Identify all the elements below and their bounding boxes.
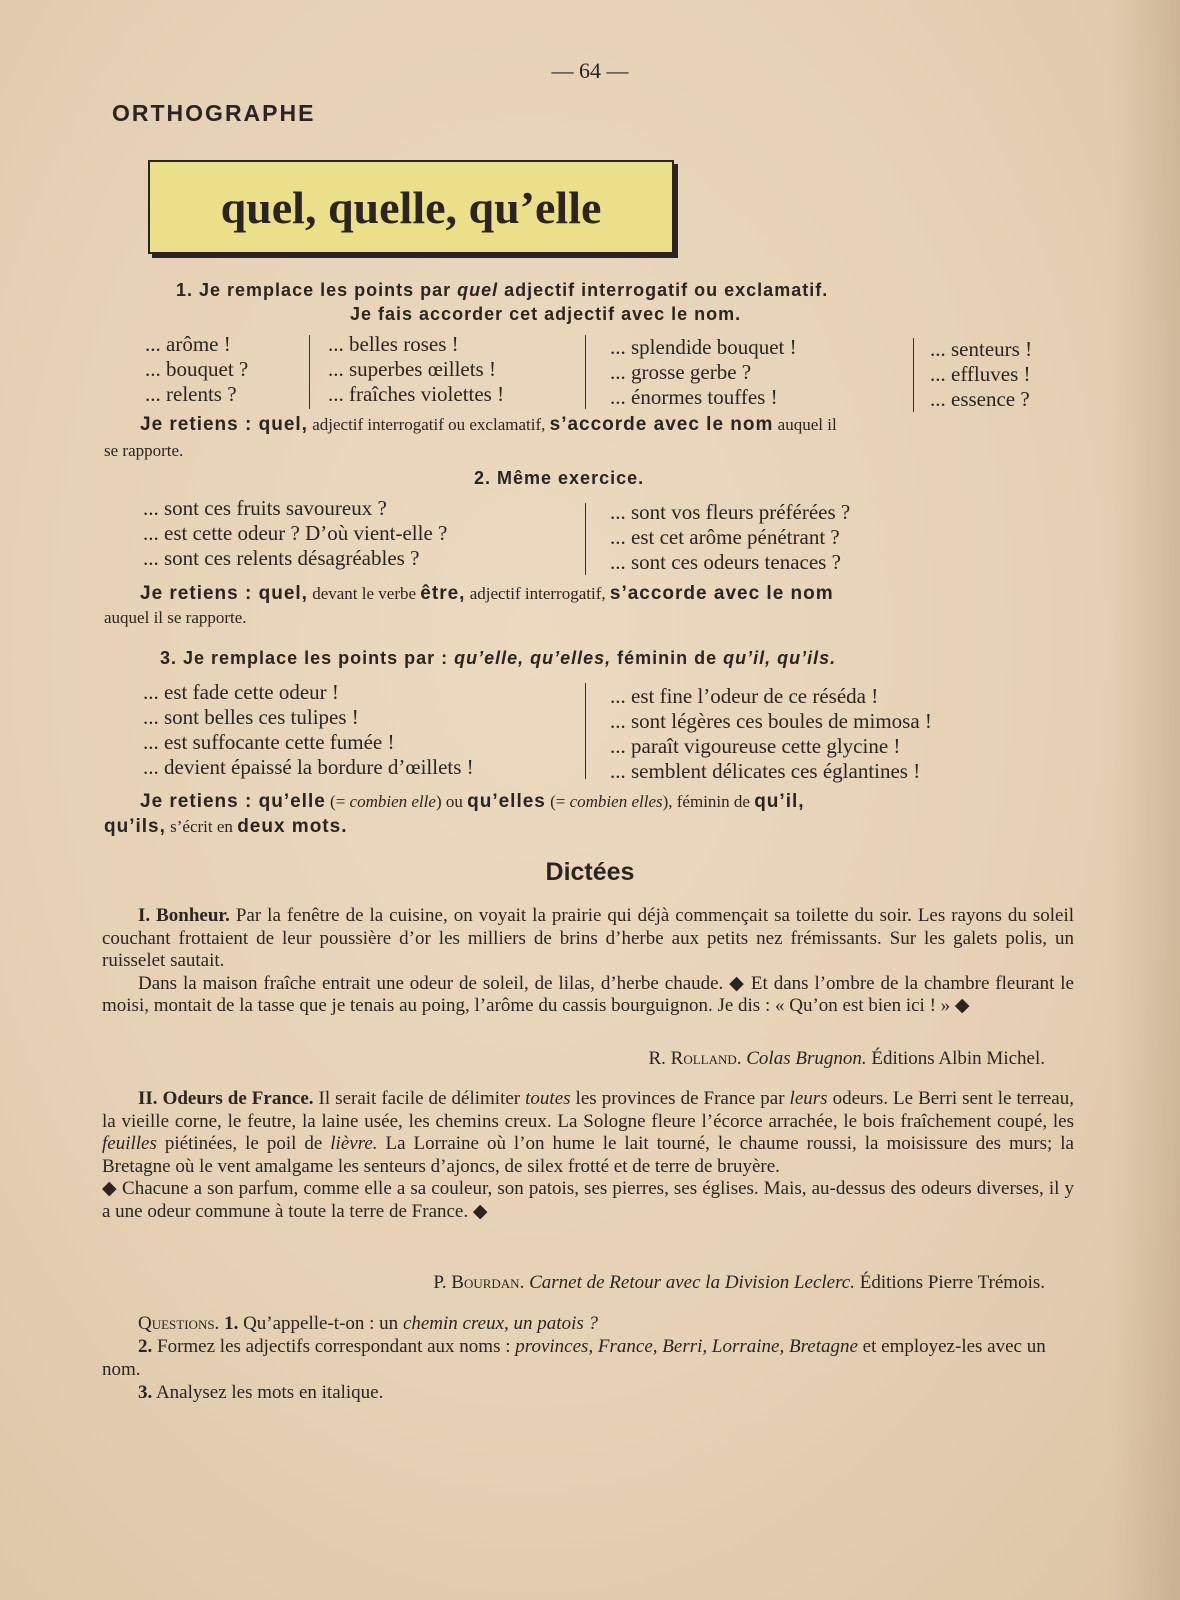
ex1-column-4: ... senteurs ! ... effluves ! ... essence ? xyxy=(930,337,1033,411)
ex2-retiens: Je retiens : quel, devant le verbe être, adjectif interrogatif, s’accorde avec le nom xyxy=(140,583,834,604)
ex3-retiens-cont: qu’ils, s’écrit en deux mots. xyxy=(104,816,348,837)
dictee-1 xyxy=(102,905,1074,1018)
ex1-instruction-line2: Je fais accorder cet adjectif avec le nom. xyxy=(350,304,742,324)
lesson-title-box xyxy=(148,160,674,254)
ex1-retiens: Je retiens : quel, adjectif interrogatif ou exclamatif, s’accorde avec le nom auquel il xyxy=(140,414,837,435)
column-divider xyxy=(913,338,914,412)
page-edge-shadow xyxy=(1110,0,1180,1600)
column-divider xyxy=(585,335,586,409)
questions: Questions. 1. Qu’appelle-t-on : un chemin creux, un patois ? 2. Formez les adjectifs correspondant aux noms : provinces, France, Berri, Lorraine, Bretagne et employez-les avec un nom. 3. Analysez les mots en italique. xyxy=(102,1313,1046,1403)
dictee-1-para-1: Par la fenêtre de la cuisine, on voyait la prairie qui déjà commençait sa toilette du soir. Les rayons du soleil couchant frottaient de leur poussière d’or les milliers de brins d’herbe aux petits nez frémissants. Sur les galets polis, un ruisselet sautait. xyxy=(102,905,1075,971)
section-heading: ORTHOGRAPHE xyxy=(112,100,316,126)
ex3-column-2: ... est fine l’odeur de ce réséda ! ... sont légères ces boules de mimosa ! ... paraît vigoureuse cette glycine ! ... semblent délicates ces églantines ! xyxy=(610,684,932,783)
dictee-1-para-2: Dans la maison fraîche entrait une odeur de soleil, de lilas, d’herbe chaude. ◆ Et dans l’ombre de la chambre fleurant le moisi, montait de la tasse que je tenais au poing, l’arôme du cassis bourguignon. Je dis : « Qu’on est bien ici ! » ◆ xyxy=(102,972,1074,1016)
ex1-instruction-line1: 1. Je remplace les points par quel adjectif interrogatif ou exclamatif. xyxy=(176,280,829,300)
ex3-retiens: Je retiens : qu’elle (= combien elle) ou qu’elles (= combien elles), féminin de qu’il, xyxy=(140,791,805,812)
dictee-2: II. Odeurs de France. Il serait facile de délimiter toutes les provinces de France par leurs odeurs. Le Berri sent le terreau, la vieille corne, le feutre, la laine usée, les chemins creux. La Sologne fleure l’écorce arrachée, le bois fraîchement coupé, les feuilles piétinées, le poil de lièvre. La Lorraine où l’on hume le lait tourné, le chaume roussi, la moisissure des murs; la Bretagne où le vent amalgame les senteurs d’ajoncs, de silex frotté et de terre de bruyère. ◆ Chacune a son parfum, comme elle a sa couleur, son patois, ses pierres, ses églises. Mais, au-dessus des odeurs diverses, il y a une odeur commune à toute la terre de France. ◆ xyxy=(102,1088,1074,1222)
ex3-column-1: ... est fade cette odeur ! ... sont belles ces tulipes ! ... est suffocante cette fumée ! ... devient épaissé la bordure d’œillets ! xyxy=(143,680,474,779)
dictee-1-label: I. Bonheur. xyxy=(138,905,230,926)
column-divider xyxy=(309,335,310,409)
ex2-retiens-cont: auquel il se rapporte. xyxy=(104,608,247,627)
questions-label: Questions. xyxy=(138,1313,220,1334)
ex1-column-3: ... splendide bouquet ! ... grosse gerbe ? ... énormes touffes ! xyxy=(610,335,797,409)
page-number: — 64 — xyxy=(551,58,629,83)
dictee-2-citation: P. Bourdan. Carnet de Retour avec la Division Leclerc. Éditions Pierre Trémois. xyxy=(433,1272,1045,1293)
column-divider xyxy=(585,683,586,779)
ex2-column-2: ... sont vos fleurs préférées ? ... est cet arôme pénétrant ? ... sont ces odeurs tenaces ? xyxy=(610,500,851,574)
column-divider xyxy=(585,503,586,575)
dictees-heading: Dictées xyxy=(545,858,635,886)
dictee-2-label: II. Odeurs de France. xyxy=(138,1088,314,1109)
ex3-instruction: 3. Je remplace les points par : qu’elle, qu’elles, féminin de qu’il, qu’ils. xyxy=(160,648,837,668)
dictee-2-para-2: ◆ Chacune a son parfum, comme elle a sa couleur, son patois, ses pierres, ses églises. Mais, au-dessus des odeurs diverses, il y a une odeur commune à toute la terre de France. ◆ xyxy=(102,1178,1074,1222)
ex2-heading: 2. Même exercice. xyxy=(474,468,645,488)
dictee-1-citation: R. Rolland. Colas Brugnon. Éditions Albin Michel. xyxy=(648,1048,1045,1069)
ex2-column-1: ... sont ces fruits savoureux ? ... est cette odeur ? D’où vient-elle ? ... sont ces relents désagréables ? xyxy=(143,496,448,570)
ex1-column-1: ... arôme ! ... bouquet ? ... relents ? xyxy=(145,332,249,406)
ex1-column-2: ... belles roses ! ... superbes œillets ! ... fraîches violettes ! xyxy=(328,332,505,406)
lesson-title: quel, quelle, qu’elle xyxy=(220,181,602,233)
ex1-retiens-cont: se rapporte. xyxy=(104,441,184,460)
